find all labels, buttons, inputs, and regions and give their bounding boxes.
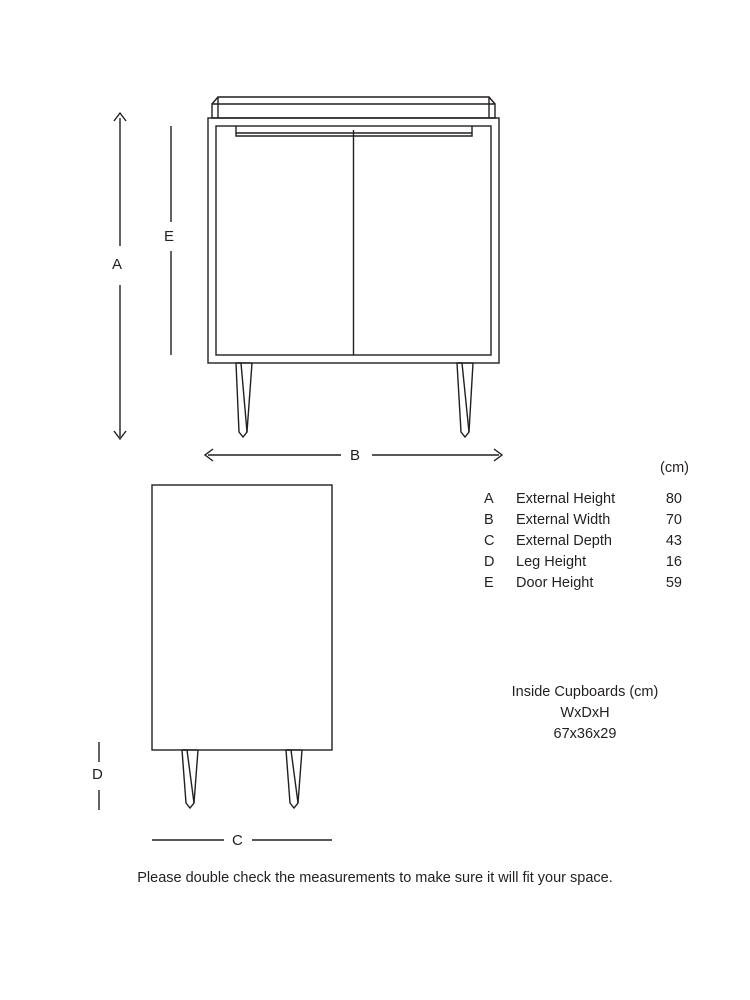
spec-key: B bbox=[484, 512, 494, 528]
spec-key: C bbox=[484, 533, 495, 549]
table-row bbox=[484, 573, 682, 594]
table-row bbox=[484, 531, 682, 552]
dimension-label-a: A bbox=[112, 256, 123, 273]
side-view-legs bbox=[182, 750, 302, 808]
spec-value: 59 bbox=[665, 575, 682, 591]
spec-value: 16 bbox=[665, 554, 682, 570]
inside-heading: Inside Cupboards (cm) bbox=[511, 684, 659, 700]
inside-value: 67x36x29 bbox=[553, 726, 617, 742]
unit-note: (cm) bbox=[660, 460, 689, 476]
table-row bbox=[484, 552, 682, 573]
side-view-carcass bbox=[152, 485, 332, 750]
dimension-line-a bbox=[114, 113, 126, 439]
inside-cupboards-block bbox=[460, 682, 710, 745]
footer-note: Please double check the measurements to make sure it will fit your space. bbox=[137, 870, 613, 886]
spec-name: External Width bbox=[516, 512, 611, 528]
spec-name: External Height bbox=[516, 491, 616, 507]
table-row bbox=[484, 510, 682, 531]
front-view-carcass bbox=[208, 118, 499, 363]
spec-value: 43 bbox=[665, 533, 682, 549]
inside-order: WxDxH bbox=[560, 705, 610, 721]
dimension-label-c: C bbox=[232, 832, 244, 849]
spec-key: A bbox=[484, 491, 494, 507]
dimension-label-d: D bbox=[92, 766, 104, 783]
spec-name: External Depth bbox=[516, 533, 612, 549]
specification-table bbox=[484, 489, 682, 594]
spec-name: Leg Height bbox=[516, 554, 587, 570]
spec-value: 70 bbox=[665, 512, 682, 528]
dimension-label-b: B bbox=[350, 447, 361, 464]
spec-value: 80 bbox=[665, 491, 682, 507]
spec-name: Door Height bbox=[516, 575, 594, 591]
spec-key: E bbox=[484, 575, 494, 591]
dimension-label-e: E bbox=[164, 228, 175, 245]
table-row bbox=[484, 489, 682, 510]
front-view-legs bbox=[236, 363, 473, 437]
spec-key: D bbox=[484, 554, 495, 570]
front-view-top-cap bbox=[212, 97, 495, 118]
